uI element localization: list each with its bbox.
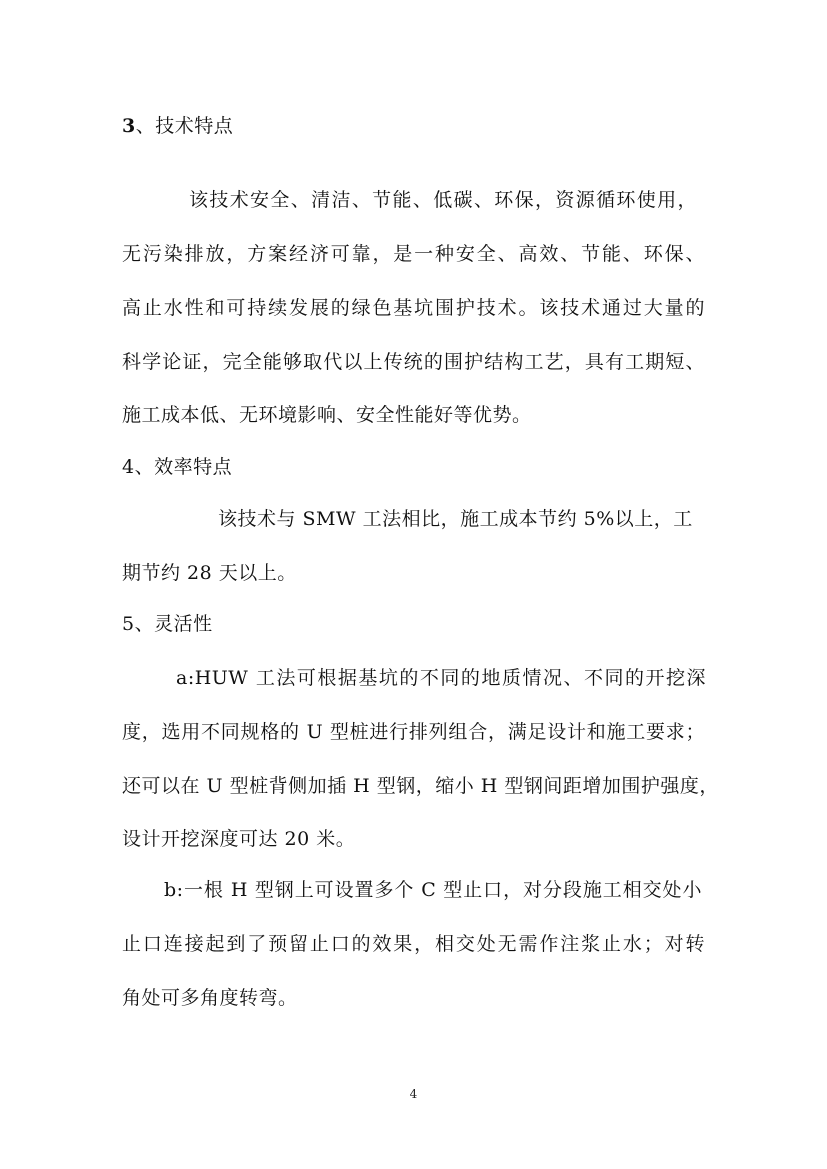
section-5-a-line-2	[122, 720, 705, 744]
section-4-line-2-text: 期节约 28 天以上。	[122, 562, 297, 584]
section-4-line-1	[218, 507, 693, 531]
section-3-line-5-text: 施工成本低、无环境影响、安全性能好等优势。	[122, 404, 532, 426]
section-3-line-4-text: 科学论证，完全能够取代以上传统的围护结构工艺，具有工期短、	[122, 351, 705, 373]
section-3-number: 3	[122, 115, 136, 137]
section-4-number: 4	[122, 456, 135, 478]
section-3-heading	[122, 114, 233, 138]
section-5-a-line-4	[122, 827, 355, 851]
section-5-number: 5	[122, 613, 135, 635]
section-5-a-line-4-text: 设计开挖深度可达 20 米。	[122, 828, 356, 850]
page-number: 4	[409, 1087, 418, 1101]
section-3-line-3-text: 高止水性和可持续发展的绿色基坑围护技术。该技术通过大量的	[122, 297, 705, 319]
section-3-line-3	[122, 296, 705, 320]
section-5-b-line-3	[122, 986, 298, 1010]
section-4-heading	[122, 455, 232, 479]
section-3-line-1	[189, 188, 697, 212]
section-5-a-line-3	[122, 774, 719, 798]
section-3-line-4	[122, 350, 705, 374]
section-5-a-line-1	[176, 666, 706, 690]
section-3-line-2	[122, 242, 705, 266]
section-5-b-line-2	[122, 932, 705, 956]
section-3-title: 、技术特点	[135, 115, 234, 137]
section-3-line-5	[122, 403, 532, 427]
section-5-a-line-2-text: 度，选用不同规格的 U 型桩进行排列组合，满足设计和施工要求；	[122, 721, 705, 743]
section-5-heading	[122, 612, 213, 636]
section-3-line-2-text: 无污染排放，方案经济可靠，是一种安全、高效、节能、环保、	[122, 243, 705, 265]
section-5-b-line-1	[164, 878, 702, 902]
section-5-b-line-2-text: 止口连接起到了预留止口的效果，相交处无需作注浆止水；对转	[122, 933, 705, 955]
section-4-line-1-text: 该技术与 SMW 工法相比，施工成本节约 5%以上，工	[218, 508, 693, 530]
section-5-b-line-1-text: b:一根 H 型钢上可设置多个 C 型止口，对分段施工相交处小	[164, 879, 702, 901]
section-5-a-line-1-text: a:HUW 工法可根据基坑的不同的地质情况、不同的开挖深	[176, 667, 706, 689]
section-5-a-line-3-text: 还可以在 U 型桩背侧加插 H 型钢，缩小 H 型钢间距增加围护强度，	[122, 775, 719, 797]
section-4-title: 、效率特点	[134, 456, 233, 478]
section-4-line-2	[122, 561, 297, 585]
section-5-title: 、灵活性	[134, 613, 213, 635]
section-3-line-1-text: 该技术安全、清洁、节能、低碳、环保，资源循环使用，	[189, 189, 697, 211]
section-5-b-line-3-text: 角处可多角度转弯。	[122, 987, 298, 1009]
